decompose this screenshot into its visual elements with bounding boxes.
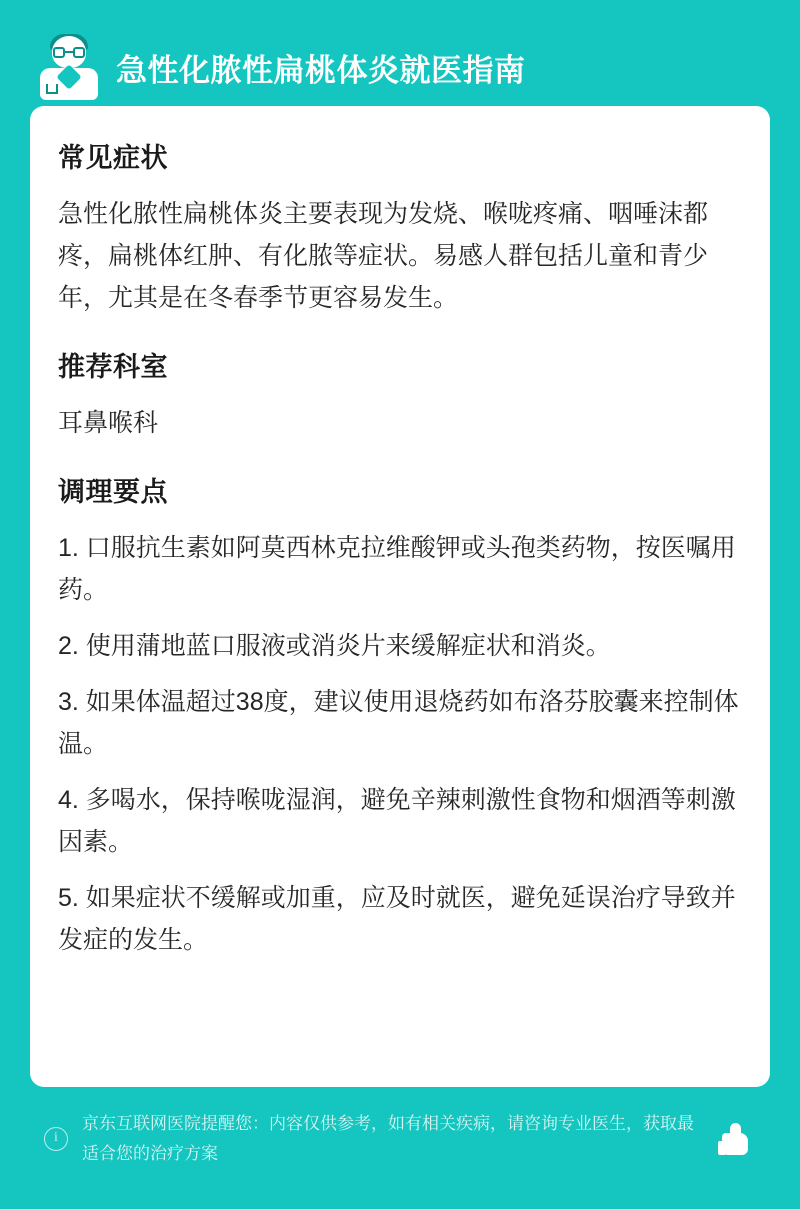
symptoms-text: 急性化脓性扁桃体炎主要表现为发烧、喉咙疼痛、咽唾沫都疼，扁桃体红肿、有化脓等症状。易感人群包括儿童和青少年，尤其是在冬春季节更容易发生。 — [58, 200, 709, 312]
footer-disclaimer — [30, 1087, 770, 1169]
section-title-department: 推荐科室 — [58, 352, 168, 382]
list-item: 2. 使用蒲地蓝口服液或消炎片来缓解症状和消炎。 — [58, 632, 611, 660]
list-item: 3. 如果体温超过38度，建议使用退烧药如布洛芬胶囊来控制体温。 — [58, 688, 739, 758]
page-header — [30, 28, 770, 106]
section-title-symptoms: 常见症状 — [58, 143, 168, 173]
info-icon: i — [44, 1127, 68, 1151]
thumbs-up-icon[interactable] — [716, 1119, 756, 1159]
list-item: 1. 口服抗生素如阿莫西林克拉维酸钾或头孢类药物，按医嘱用药。 — [58, 534, 736, 604]
disclaimer-text: 京东互联网医院提醒您：内容仅供参考，如有相关疾病，请咨询专业医生，获取最适合您的治疗方案 — [82, 1114, 694, 1163]
section-title-care-points: 调理要点 — [58, 477, 168, 507]
page-title: 急性化脓性扁桃体炎就医指南 — [116, 52, 526, 88]
content-card — [30, 106, 770, 1087]
list-item: 4. 多喝水，保持喉咙湿润，避免辛辣刺激性食物和烟酒等刺激因素。 — [58, 786, 736, 856]
department-text: 耳鼻喉科 — [58, 409, 159, 437]
care-points-list — [58, 527, 742, 961]
list-item: 5. 如果症状不缓解或加重，应及时就医，避免延误治疗导致并发症的发生。 — [58, 884, 736, 954]
doctor-avatar-icon — [38, 34, 100, 100]
